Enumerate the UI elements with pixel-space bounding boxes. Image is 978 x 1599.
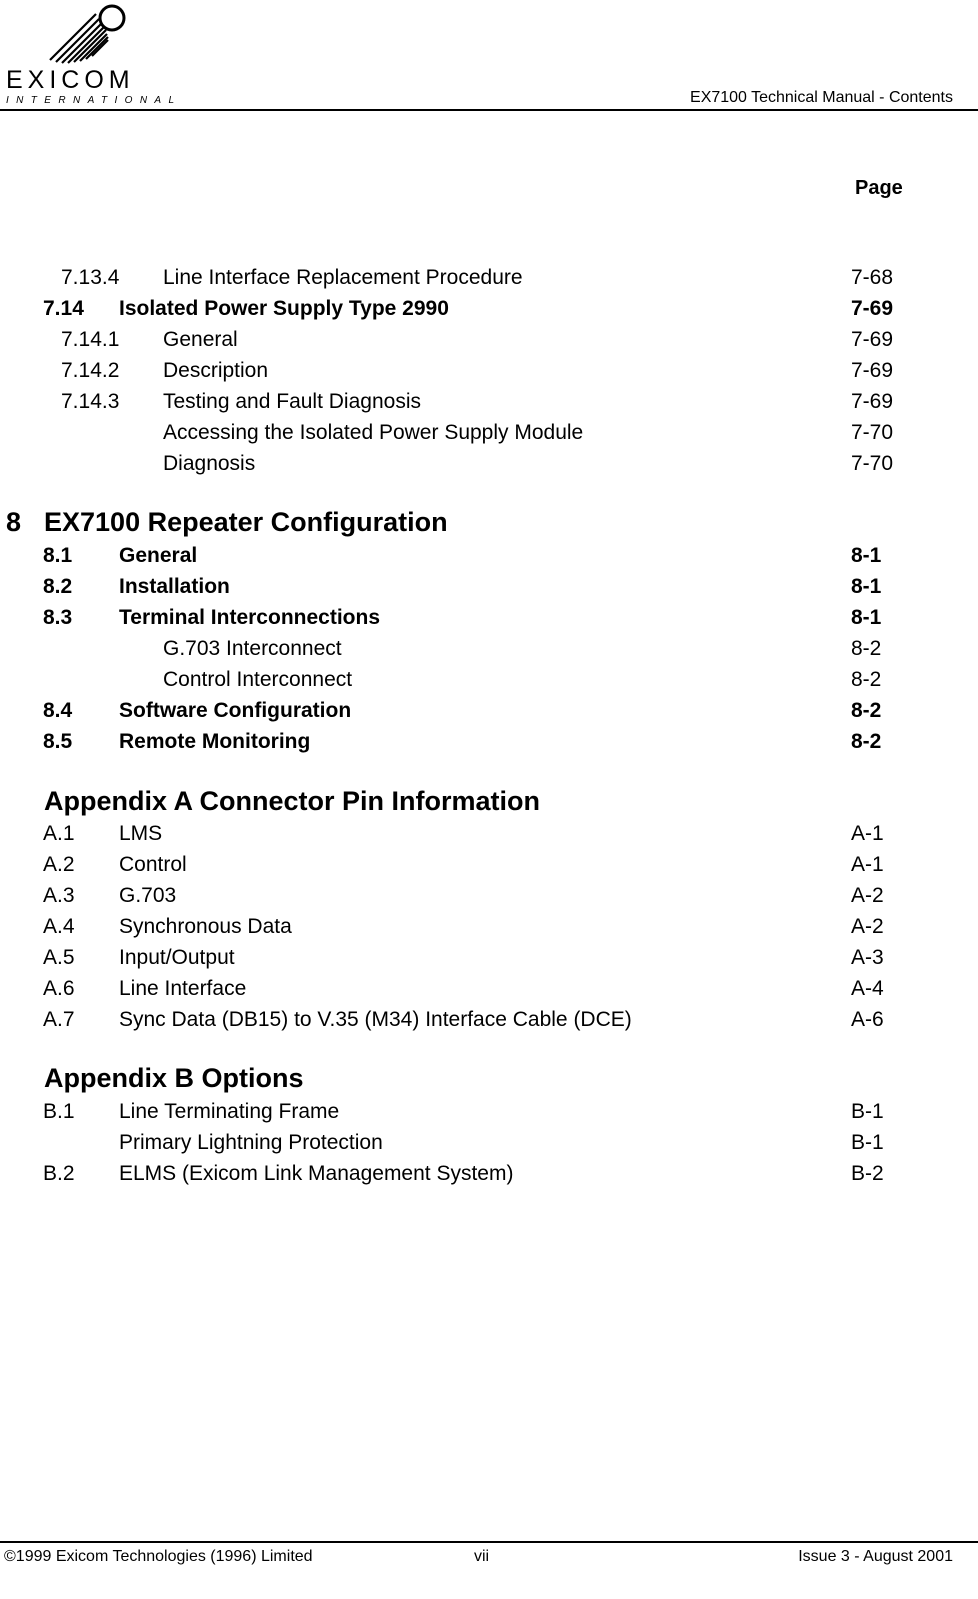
toc-page: 8-1 — [851, 575, 882, 598]
toc-number: B.2 — [43, 1162, 75, 1185]
toc-entry-a-1[interactable] — [0, 822, 978, 846]
toc-title: G.703 Interconnect — [163, 637, 342, 660]
toc-page: A-2 — [851, 884, 884, 907]
toc-title: Description — [163, 359, 269, 382]
toc-number: 8.3 — [43, 606, 73, 629]
toc-title: LMS — [119, 822, 163, 845]
toc-entry-a-7[interactable] — [0, 1008, 978, 1032]
appendix-title: Appendix A Connector Pin Information — [44, 786, 540, 816]
toc-title: Remote Monitoring — [119, 730, 311, 753]
toc-page: 8-2 — [851, 699, 882, 722]
toc-page: 8-1 — [851, 544, 882, 567]
toc-page: A-1 — [851, 853, 884, 876]
toc-title: Line Terminating Frame — [119, 1100, 340, 1123]
toc-entry-8-2[interactable] — [0, 575, 978, 599]
toc-title: Installation — [119, 575, 230, 598]
toc-title: ELMS (Exicom Link Management System) — [119, 1162, 514, 1185]
toc-entry-b-1[interactable] — [0, 1100, 978, 1124]
toc-page: A-4 — [851, 977, 884, 1000]
toc-page: 7-69 — [851, 328, 894, 351]
toc-page: 7-70 — [851, 421, 894, 444]
toc-page: A-6 — [851, 1008, 884, 1031]
logo-subtitle: INTERNATIONAL — [6, 95, 182, 106]
toc-entry-a-6[interactable] — [0, 977, 978, 1001]
toc-title: Line Interface — [119, 977, 247, 1000]
toc-title: G.703 — [119, 884, 177, 907]
logo-wordmark: EXICOM — [6, 66, 135, 94]
toc-number: A.7 — [43, 1008, 75, 1031]
toc-page: 7-69 — [851, 390, 894, 413]
toc-page: 7-70 — [851, 452, 894, 475]
toc-number: A.4 — [43, 915, 75, 938]
toc-page: A-3 — [851, 946, 884, 969]
toc-entry-g703-interconnect[interactable] — [0, 637, 978, 661]
toc-entry-a-4[interactable] — [0, 915, 978, 939]
toc-page: 8-2 — [851, 668, 882, 691]
toc-page: 8-1 — [851, 606, 882, 629]
appendix-a-heading[interactable] — [44, 785, 540, 817]
toc-page: A-2 — [851, 915, 884, 938]
toc-page: 7-69 — [851, 297, 894, 320]
toc-entry-8-1[interactable] — [0, 544, 978, 568]
toc-page: 7-69 — [851, 359, 894, 382]
footer-rule — [0, 1541, 978, 1543]
toc-entry-7-14-1[interactable] — [0, 328, 978, 352]
toc-entry-8-3[interactable] — [0, 606, 978, 630]
toc-title: Sync Data (DB15) to V.35 (M34) Interface Cable (DCE) — [119, 1008, 632, 1031]
appendix-title: Appendix B Options — [44, 1063, 304, 1093]
toc-title: General — [119, 544, 198, 567]
toc-title: Line Interface Replacement Procedure — [163, 266, 523, 289]
toc-title: Isolated Power Supply Type 2990 — [119, 297, 449, 320]
toc-number: A.2 — [43, 853, 75, 876]
toc-entry-7-13-4[interactable] — [0, 266, 978, 290]
toc-number: A.6 — [43, 977, 75, 1000]
toc-number: A.1 — [43, 822, 75, 845]
toc-title: Software Configuration — [119, 699, 352, 722]
toc-entry-accessing-ipsm[interactable] — [0, 421, 978, 445]
toc-page: 8-2 — [851, 730, 882, 753]
toc-page: B-2 — [851, 1162, 884, 1185]
toc-number: 8.5 — [43, 730, 73, 753]
toc-number: 8.4 — [43, 699, 73, 722]
toc-entry-b-2[interactable] — [0, 1162, 978, 1186]
toc-title: Diagnosis — [163, 452, 256, 475]
footer-page-number: vii — [474, 1548, 490, 1565]
toc-entry-7-14-3[interactable] — [0, 390, 978, 414]
page-column-label: Page — [855, 177, 903, 199]
toc-number: 8.2 — [43, 575, 73, 598]
toc-title: Primary Lightning Protection — [119, 1131, 383, 1154]
toc-title: Accessing the Isolated Power Supply Module — [163, 421, 584, 444]
toc-entry-7-14[interactable] — [0, 297, 978, 321]
toc-page: B-1 — [851, 1100, 884, 1123]
toc-number: B.1 — [43, 1100, 75, 1123]
toc-entry-diagnosis[interactable] — [0, 452, 978, 476]
toc-page: A-1 — [851, 822, 884, 845]
toc-title: Control Interconnect — [163, 668, 353, 691]
chapter-8-heading[interactable] — [6, 506, 448, 538]
toc-number: 7.14.2 — [61, 359, 120, 382]
toc-entry-a-3[interactable] — [0, 884, 978, 908]
toc-entry-control-interconnect[interactable] — [0, 668, 978, 692]
footer-issue: Issue 3 - August 2001 — [798, 1548, 953, 1565]
toc-title: Input/Output — [119, 946, 235, 969]
appendix-b-heading[interactable] — [44, 1062, 304, 1094]
toc-number: 7.13.4 — [61, 266, 120, 289]
toc-title: Control — [119, 853, 187, 876]
toc-page: B-1 — [851, 1131, 884, 1154]
toc-entry-8-5[interactable] — [0, 730, 978, 754]
toc-page: 8-2 — [851, 637, 882, 660]
toc-number: A.3 — [43, 884, 75, 907]
toc-number: 8.1 — [43, 544, 73, 567]
toc-number: 7.14.3 — [61, 390, 120, 413]
toc-entry-a-2[interactable] — [0, 853, 978, 877]
chapter-number: 8 — [6, 507, 22, 537]
toc-number: 7.14.1 — [61, 328, 120, 351]
toc-number: A.5 — [43, 946, 75, 969]
toc-number: 7.14 — [43, 297, 84, 320]
toc-entry-a-5[interactable] — [0, 946, 978, 970]
toc-entry-8-4[interactable] — [0, 699, 978, 723]
toc-title: Testing and Fault Diagnosis — [163, 390, 421, 413]
header-title: EX7100 Technical Manual - Contents — [690, 89, 953, 106]
toc-entry-primary-lightning[interactable] — [0, 1131, 978, 1155]
toc-title: Terminal Interconnections — [119, 606, 380, 629]
toc-page: 7-68 — [851, 266, 894, 289]
toc-title: General — [163, 328, 238, 351]
toc-title: Synchronous Data — [119, 915, 292, 938]
chapter-title: EX7100 Repeater Configuration — [44, 507, 448, 537]
toc-entry-7-14-2[interactable] — [0, 359, 978, 383]
footer-copyright: ©1999 Exicom Technologies (1996) Limited — [4, 1548, 313, 1565]
